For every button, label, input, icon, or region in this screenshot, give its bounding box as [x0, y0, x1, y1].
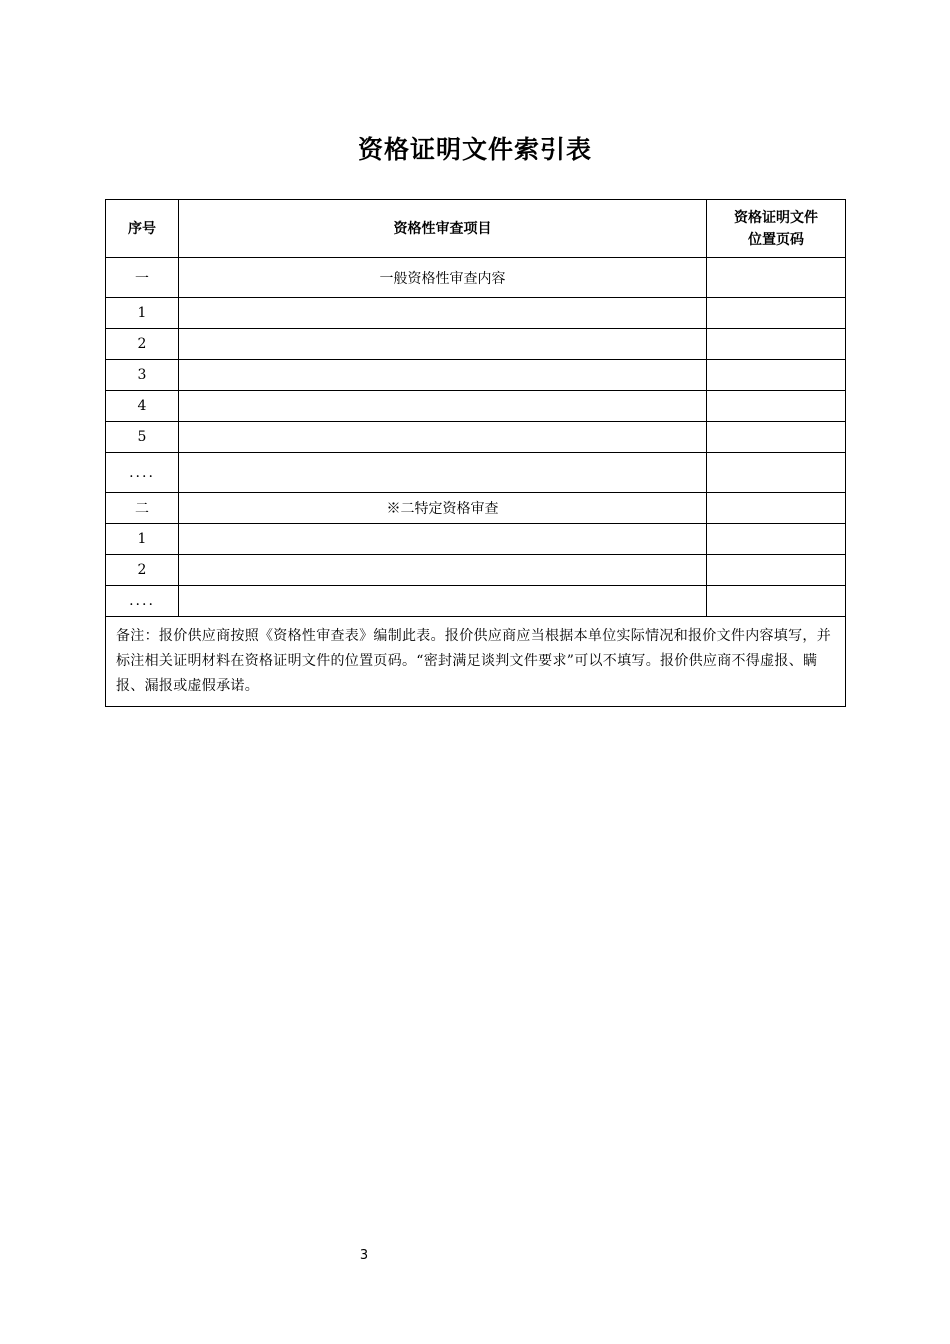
row-item-cell — [179, 586, 707, 617]
table-row — [106, 555, 846, 586]
table-row-ellipsis — [106, 586, 846, 617]
row-seq: 2 — [106, 329, 179, 360]
location-cell — [707, 453, 846, 493]
location-cell — [707, 329, 846, 360]
table-row — [106, 360, 846, 391]
row-item-cell — [179, 453, 707, 493]
table-row — [106, 298, 846, 329]
table-row — [106, 391, 846, 422]
row-item-cell — [179, 524, 707, 555]
section-row-general — [106, 258, 846, 298]
location-cell — [707, 391, 846, 422]
section-title: 一般资格性审查内容 — [179, 258, 707, 298]
row-seq: 2 — [106, 555, 179, 586]
section-row-specific — [106, 493, 846, 524]
location-cell — [707, 586, 846, 617]
row-item-cell — [179, 329, 707, 360]
row-seq: 3 — [106, 360, 179, 391]
location-cell — [707, 524, 846, 555]
header-seq: 序号 — [106, 200, 179, 258]
table-row-ellipsis — [106, 453, 846, 493]
row-seq-ellipsis: .... — [106, 453, 179, 493]
row-seq-ellipsis: .... — [106, 586, 179, 617]
page-number: 3 — [359, 1248, 369, 1263]
row-seq: 4 — [106, 391, 179, 422]
note-row — [106, 617, 846, 707]
header-item: 资格性审查项目 — [179, 200, 707, 258]
row-item-cell — [179, 555, 707, 586]
row-seq: 1 — [106, 524, 179, 555]
location-cell — [707, 422, 846, 453]
table-row — [106, 422, 846, 453]
table-note: 备注：报价供应商按照《资格性审查表》编制此表。报价供应商应当根据本单位实际情况和报价文件内容填写，并标注相关证明材料在资格证明文件的位置页码。“密封满足谈判文件要求”可以不填写。报价供应商不得虚报、瞒报、漏报或虚假承诺。 — [106, 617, 846, 707]
section-seq: 一 — [106, 258, 179, 298]
row-item-cell — [179, 422, 707, 453]
row-seq: 1 — [106, 298, 179, 329]
table-header-row — [106, 200, 846, 258]
table-row — [106, 524, 846, 555]
location-cell — [707, 555, 846, 586]
location-cell — [707, 258, 846, 298]
location-cell — [707, 493, 846, 524]
header-location — [707, 200, 846, 258]
qualification-index-table — [105, 199, 846, 707]
location-cell — [707, 298, 846, 329]
table-row — [106, 329, 846, 360]
row-item-cell — [179, 391, 707, 422]
row-item-cell — [179, 298, 707, 329]
document-title: 资格证明文件索引表 — [357, 135, 592, 164]
location-cell — [707, 360, 846, 391]
header-location-line1: 资格证明文件 — [734, 209, 818, 226]
header-location-line2: 位置页码 — [748, 231, 804, 248]
row-seq: 5 — [106, 422, 179, 453]
row-item-cell — [179, 360, 707, 391]
section-title: ※二特定资格审查 — [179, 493, 707, 524]
section-seq: 二 — [106, 493, 179, 524]
